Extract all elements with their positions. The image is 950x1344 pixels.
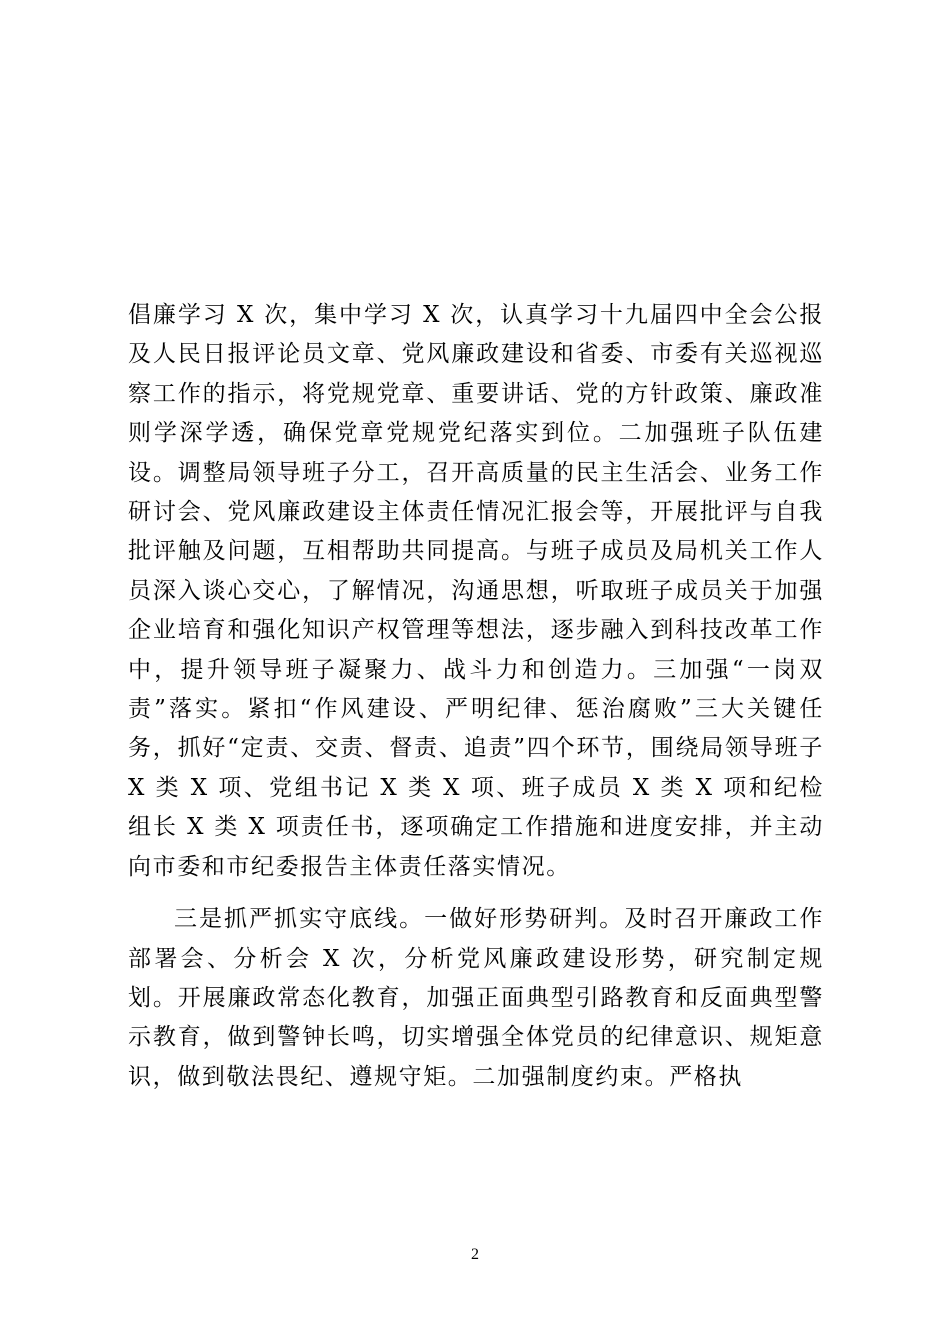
paragraph-1: 倡廉学习 X 次，集中学习 X 次，认真学习十九届四中全会公报及人民日报评论员文章、党风廉政建设和省委、市委有关巡视巡察工作的指示，将党规党章、重要讲话、党的方针政策、廉政准则学深学透，确保党章党规党纪落实到位。二加强班子队伍建设。调整局领导班子分工，召开高质量的民主生活会、业务工作研讨会、党风廉政建设主体责任情况汇报会等，开展批评与自我批评触及问题，互相帮助共同提高。与班子成员及局机关工作人员深入谈心交心，了解情况，沟通思想，听取班子成员关于加强企业培育和强化知识产权管理等想法，逐步融入到科技改革工作中，提升领导班子凝聚力、战斗力和创造力。三加强“一岗双责”落实。紧扣“作风建设、严明纪律、惩治腐败”三大关键任务，抓好“定责、交责、督责、追责”四个环节，围绕局领导班子 X 类 X 项、党组书记 X 类 X 项、班子成员 X 类 X 项和纪检组长 X 类 X 项责任书，逐项确定工作措施和进度安排，并主动向市委和市纪委报告主体责任落实情况。 [128, 302, 824, 880]
document-body [128, 296, 824, 1097]
page-number: 2 [471, 1246, 479, 1263]
paragraph-2: 三是抓严抓实守底线。一做好形势研判。及时召开廉政工作部署会、分析会 X 次，分析党风廉政建设形势，研究制定规划。开展廉政常态化教育，加强正面典型引路教育和反面典型警示教育，做到警钟长鸣，切实增强全体党员的纪律意识、规矩意识，做到敬法畏纪、遵规守矩。二加强制度约束。严格执 [128, 906, 824, 1090]
